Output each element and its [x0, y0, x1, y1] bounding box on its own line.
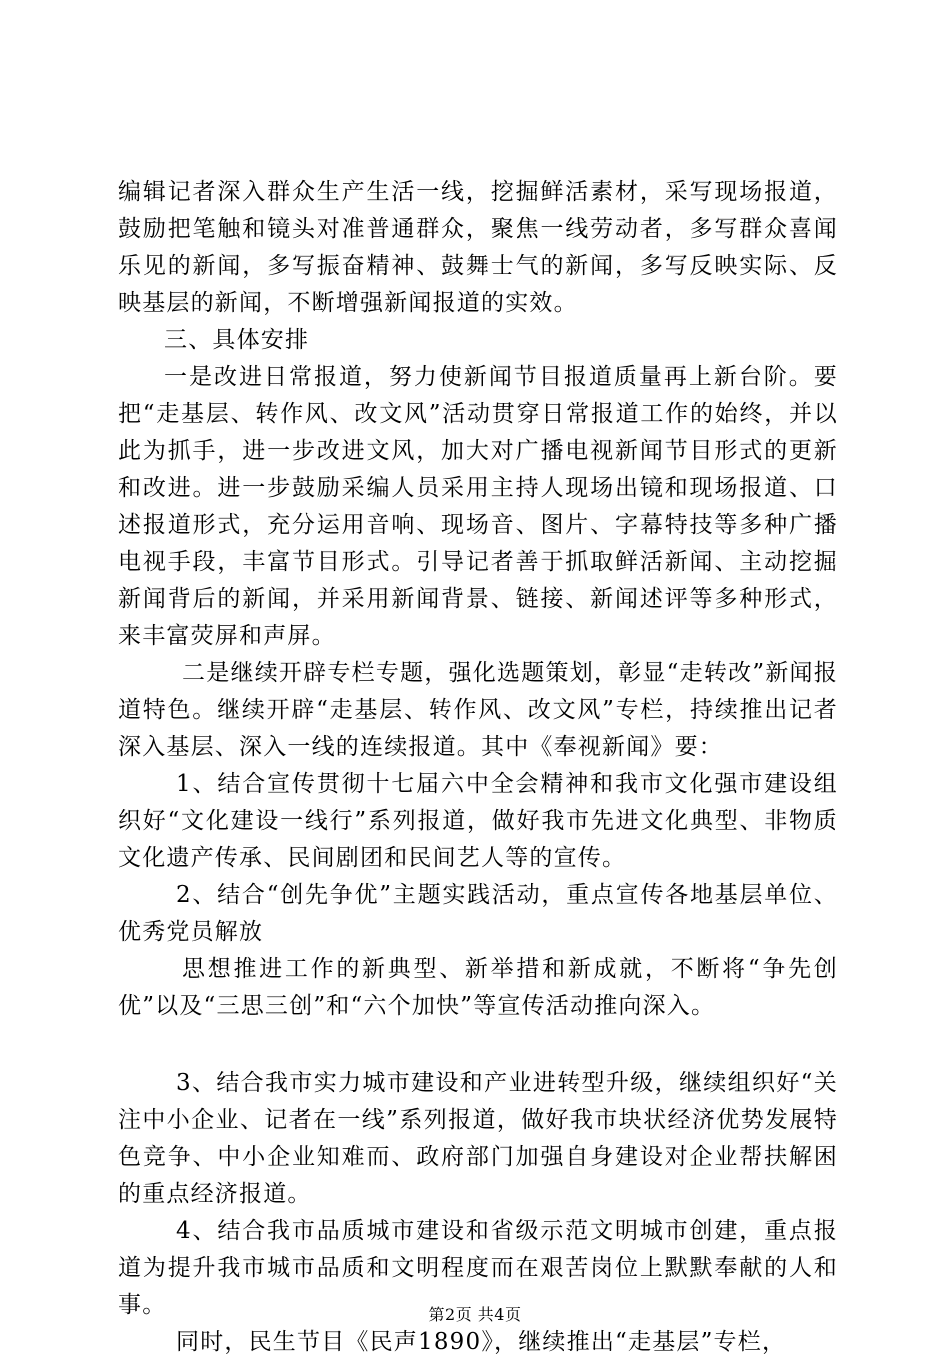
paragraph-special-columns: 二是继续开辟专栏专题，强化选题策划，彰显“走转改”新闻报道特色。继续开辟“走基层、转作风、改文风”专栏，持续推出记者深入基层、深入一线的连续报道。其中《奉视新闻》要：	[118, 660, 838, 760]
paragraph-gap	[118, 1025, 838, 1065]
page-number: 第2页 共4页	[428, 1305, 522, 1324]
page-footer	[0, 1302, 950, 1325]
list-item-2: 2、结合“创先争优”主题实践活动，重点宣传各地基层单位、优秀党员解放	[118, 882, 838, 945]
paragraph-livelihood-program: 同时，民生节目《民声1890》，继续推出“走基层”专栏，	[176, 1329, 787, 1355]
section-heading-arrangements: 三、具体安排	[164, 327, 310, 353]
list-item-2-continuation: 思想推进工作的新典型、新举措和新成就，不断将“争先创优”以及“三思三创”和“六个加快”等宣传活动推向深入。	[118, 956, 838, 1019]
list-item-4: 4、结合我市品质城市建设和省级示范文明城市创建，重点报道为提升我市城市品质和文明程度而在艰苦岗位上默默奉献的人和事。	[118, 1218, 838, 1318]
paragraph-intro-continuation: 编辑记者深入群众生产生活一线，挖掘鲜活素材，采写现场报道，鼓励把笔触和镜头对准普通群众，聚焦一线劳动者，多写群众喜闻乐见的新闻，多写振奋精神、鼓舞士气的新闻，多写反映实际、反映基层的新闻，不断增强新闻报道的实效。	[118, 179, 838, 316]
list-item-3: 3、结合我市实力城市建设和产业进转型升级，继续组织好“关注中小企业、记者在一线”系列报道，做好我市块状经济优势发展特色竞争、中小企业知难而、政府部门加强自身建设对企业帮扶解困的重点经济报道。	[118, 1070, 838, 1207]
document-body	[118, 174, 838, 1361]
paragraph-daily-reporting: 一是改进日常报道，努力使新闻节目报道质量再上新台阶。要把“走基层、转作风、改文风”活动贯穿日常报道工作的始终，并以此为抓手，进一步改进文风，加大对广播电视新闻节目形式的更新和改进。进一步鼓励采编人员采用主持人现场出镜和现场报道、口述报道形式，充分运用音响、现场音、图片、字幕特技等多种广播电视手段，丰富节目形式。引导记者善于抓取鲜活新闻、主动挖掘新闻背后的新闻，并采用新闻背景、链接、新闻述评等多种形式，来丰富荧屏和声屏。	[118, 364, 838, 649]
list-item-1: 1、结合宣传贯彻十七届六中全会精神和我市文化强市建设组织好“文化建设一线行”系列报道，做好我市先进文化典型、非物质文化遗产传承、民间剧团和民间艺人等的宣传。	[118, 771, 838, 871]
